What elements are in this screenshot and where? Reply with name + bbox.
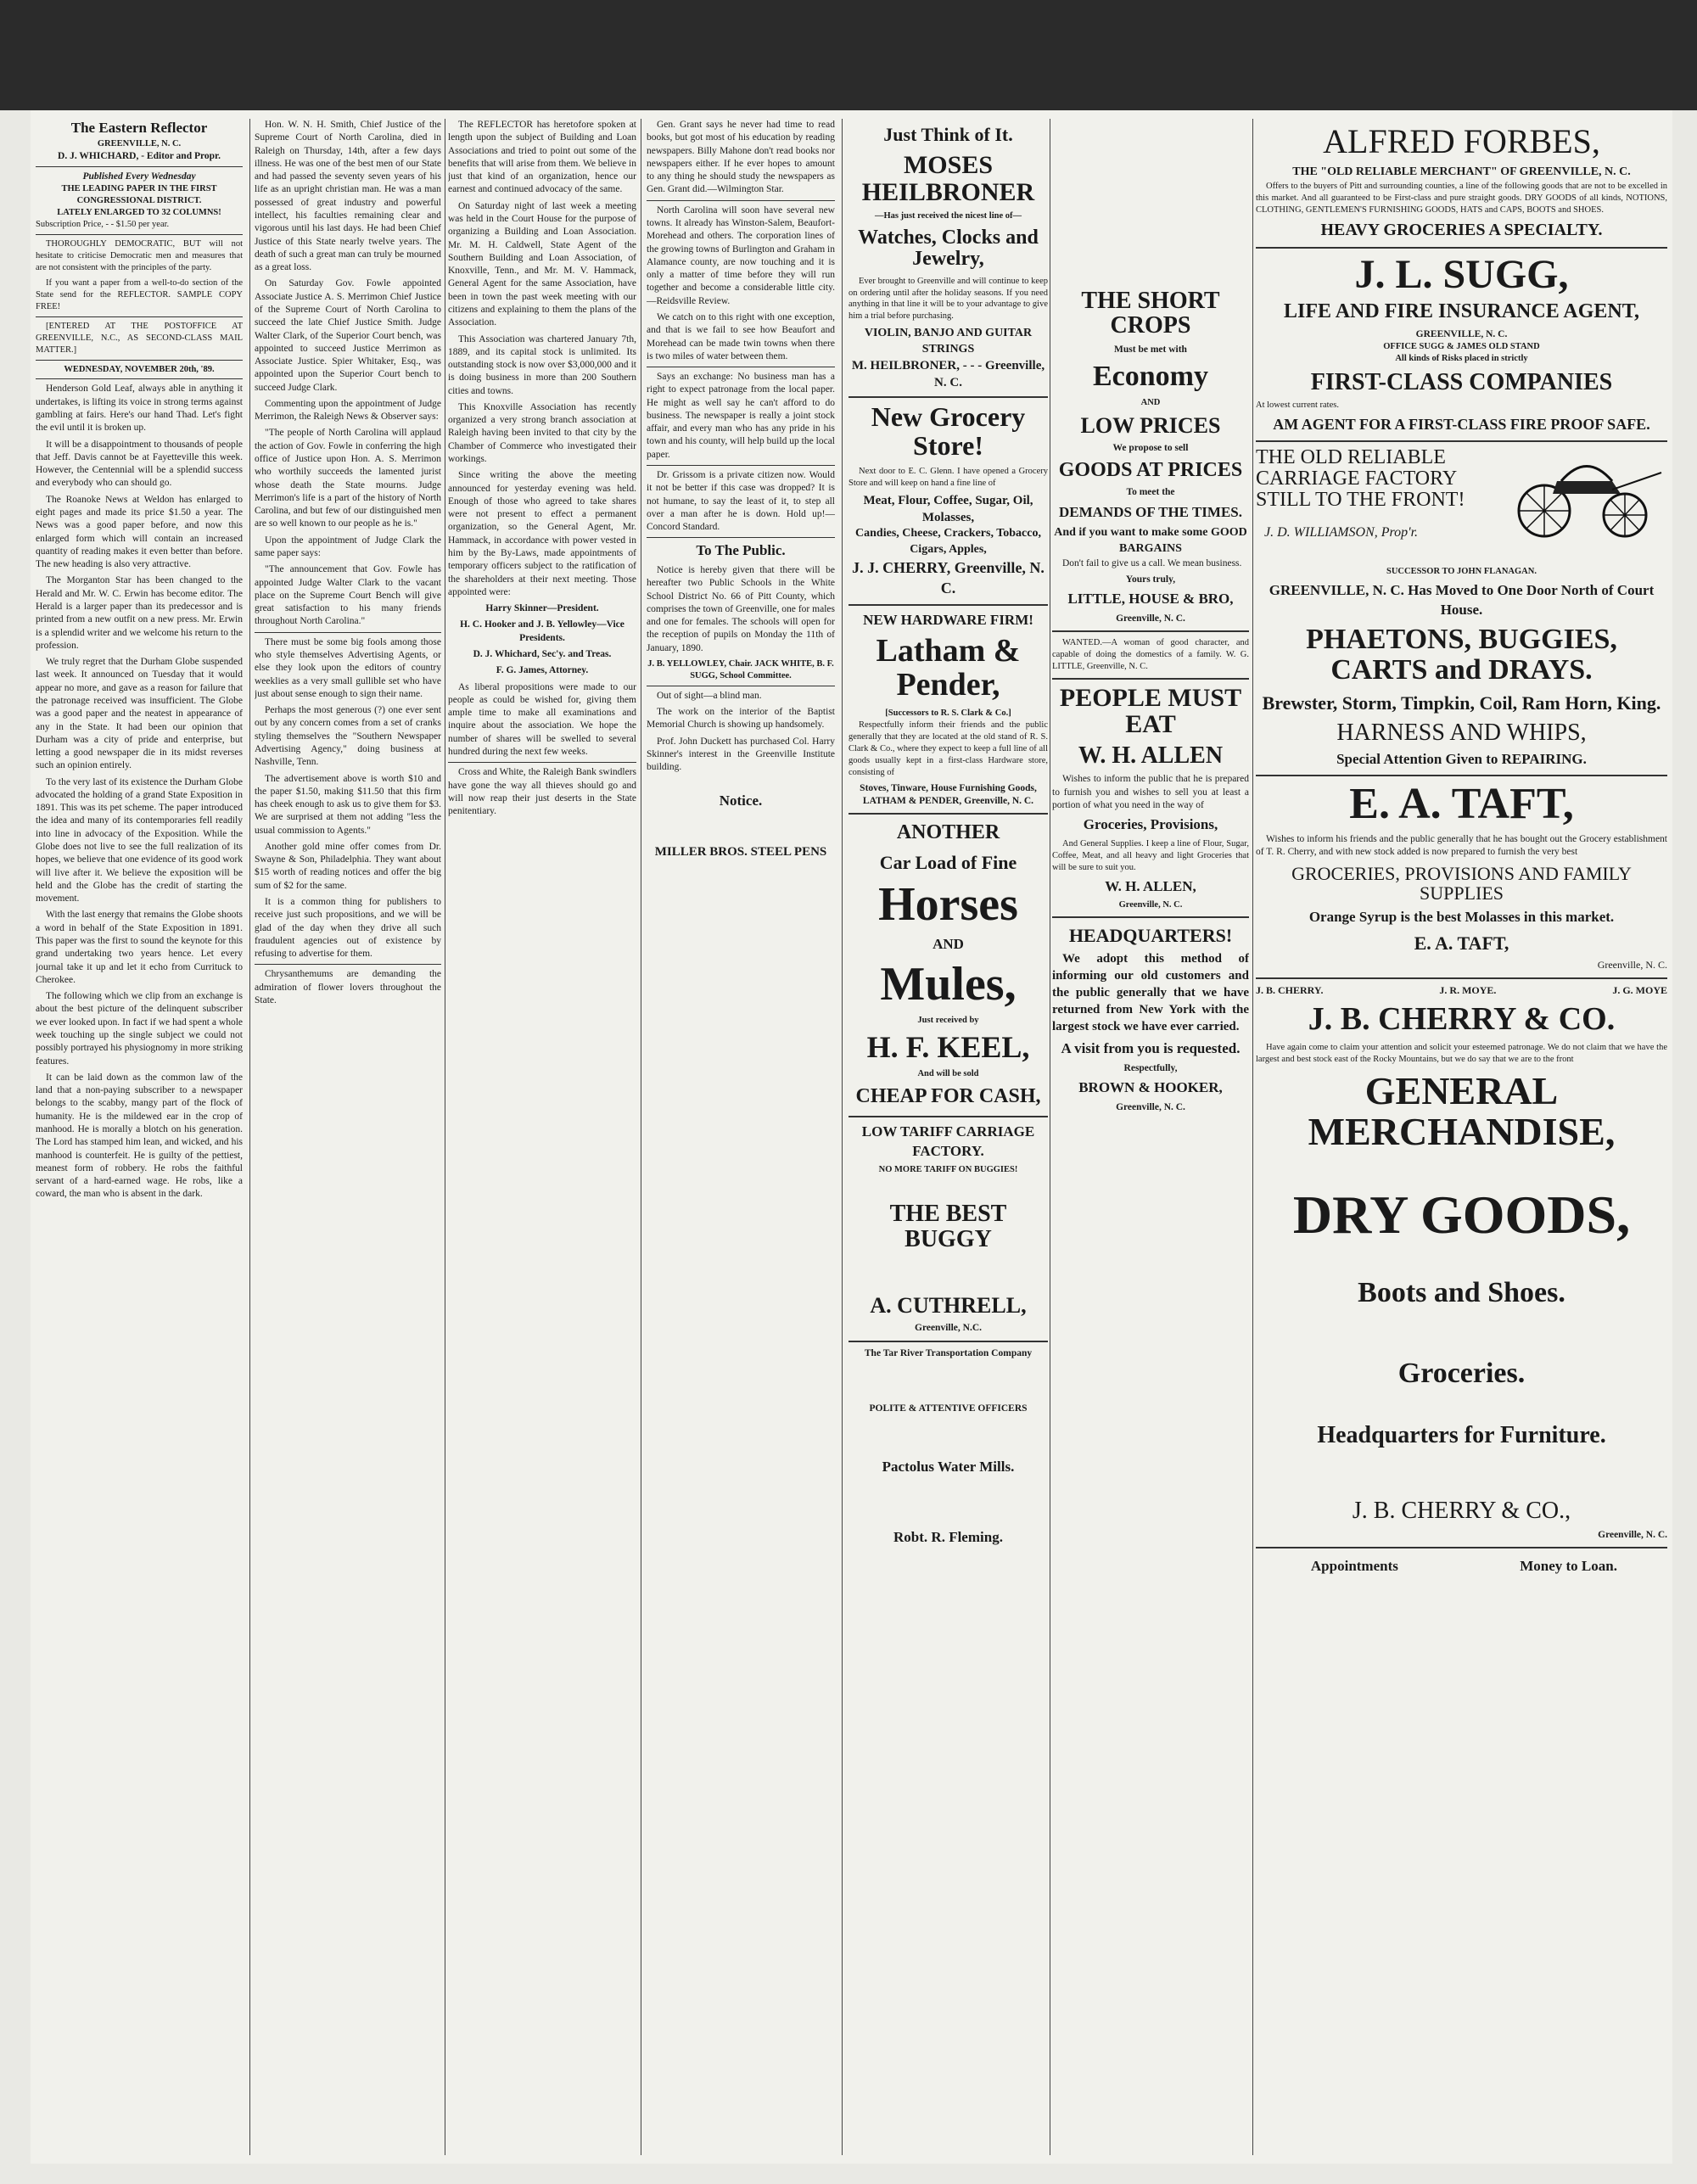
ad-people-must-eat: PEOPLE MUST EAT xyxy=(1059,683,1242,739)
ad-risks: All kinds of Risks placed in strictly xyxy=(1395,353,1528,363)
article-paragraph: With the last energy that remains the Globe shoots a word in behalf of the State Exposition in 1891. This paper was the first to sound the keynote for this grand undertaking two years hence. Let every journal take it up and let it echo from Currituck to Cherokee. xyxy=(36,910,243,985)
partner-name: J. B. CHERRY. xyxy=(1256,984,1324,997)
ad-first-class: FIRST-CLASS COMPANIES xyxy=(1310,368,1613,395)
article-paragraph: "The people of North Carolina will applaud the action of Gov. Fowle in conferring the high office of Justice upon Hon. A. S. Merrimon who worthily succeeds the lamented jurist whose death the State mourns. Judge Merrimon's life is a part of the history of North Carolina, and but few of our distinguished men are so well known to our people as he is." xyxy=(255,428,441,529)
article-paragraph: There must be some big fools among those who style themselves Advertising Agents, or else they look upon the editors of country weeklies as a very small gullible set who have just about sense enough to sign their name. xyxy=(255,636,441,699)
ad-respectfully: Respectfully, xyxy=(1123,1062,1178,1073)
ad-and: AND xyxy=(1140,397,1161,407)
ad-williamson: J. D. WILLIAMSON, Prop'r. xyxy=(1264,525,1419,540)
masthead-city: GREENVILLE, N. C. xyxy=(97,138,182,148)
notice-heading: To The Public. xyxy=(696,542,786,559)
ad-latham-sub: [Successors to R. S. Clark & Co.] xyxy=(885,708,1011,718)
ad-wanted: WANTED.—A woman of good character, and capable of doing the domestics of a family. W. G. LITTLE, Greenville, N. C. xyxy=(1052,638,1249,671)
ad-orange: Orange Syrup is the best Molasses in this market. xyxy=(1308,909,1615,926)
ad-forbes-sub: THE "OLD RELIABLE MERCHANT" OF GREENVILLE, N. C. xyxy=(1292,165,1631,178)
article-paragraph: Another gold mine offer comes from Dr. Swayne & Son, Philadelphia. They want about $15 worth of reading notices and offer the big sum of $2 for the same. xyxy=(255,841,441,891)
ad-best-buggy: THE BEST BUGGY xyxy=(889,1201,1007,1252)
ad-carriage-factory: THE OLD RELIABLE CARRIAGE FACTORY STILL TO THE FRONT! xyxy=(1256,446,1465,512)
ad-yours: Yours truly, xyxy=(1125,574,1176,585)
ad-taft-city: Greenville, N. C. xyxy=(1597,959,1667,972)
article-paragraph: On Saturday Gov. Fowle appointed Associate Justice A. S. Merrimon Chief Justice of the Supreme Court of North Carolina to succeed the late Chief Justice Smith. Judge Walter Clark, of the Superior Court bench, was appointed to succeed Justice Merrimon as Associate Justice. Spier Whitaker, Esq., was appointed upon the Superior Court bench to succeed Judge Clark. xyxy=(255,278,441,393)
ad-meet: To meet the xyxy=(1126,487,1175,498)
ad-taft-groceries: GROCERIES, PROVISIONS AND FAMILY SUPPLIES xyxy=(1291,863,1632,904)
ad-short-crops: THE SHORT CROPS xyxy=(1081,288,1220,339)
article-paragraph: Henderson Gold Leaf, always able in anything it undertakes, is lifting its voice in strong terms against gambling at fairs. Here's our hand Thad. Let's fight the evil until it is broken up. xyxy=(36,384,243,434)
ad-watches-text: Ever brought to Greenville and will continue to keep on ordering until after the holiday seasons. If you need anything in that line it will be to your advantage to give him a trial before purchasing. xyxy=(848,276,1048,322)
masthead-leading: THE LEADING PAPER IN THE FIRST CONGRESSIONAL DISTRICT. xyxy=(61,184,217,206)
ad-brown-hooker: BROWN & HOOKER, xyxy=(1078,1078,1223,1095)
ad-meat: Meat, Flour, Coffee, Sugar, Oil, Molasses, xyxy=(863,493,1033,524)
ad-grocery-store: New Grocery Store! xyxy=(871,401,1026,462)
ad-forbes: ALFRED FORBES, xyxy=(1323,122,1600,160)
article-paragraph: Commenting upon the appointment of Judge Merrimon, the Raleigh News & Observer says: xyxy=(255,398,441,423)
partner-name: J. G. MOYE xyxy=(1612,984,1667,997)
article-paragraph: Notice is hereby given that there will be hereafter two Public Schools in the White School District No. 66 of Pitt County, which comprises the town of Greenville, one for males and one for females. The schools will open for the reception of pupils on Monday the 11th of January, 1890. xyxy=(647,565,835,653)
ad-horses: Horses xyxy=(878,878,1018,932)
ad-groceries: Groceries. xyxy=(1397,1358,1526,1390)
ad-cheap: CHEAP FOR CASH, xyxy=(855,1085,1041,1108)
article-paragraph: Out of sight—a blind man. xyxy=(657,690,762,701)
ad-cherry-city: Greenville, N. C. xyxy=(1598,1529,1667,1540)
officer-line: F. G. James, Attorney. xyxy=(496,665,589,676)
ad-general-merchandise: GENERAL MERCHANDISE, xyxy=(1308,1068,1616,1154)
scan-top-edge xyxy=(0,0,1697,110)
ad-visit: A visit from you is requested. xyxy=(1061,1040,1241,1057)
column-rule xyxy=(842,119,843,2155)
ad-boots-shoes: Boots and Shoes. xyxy=(1358,1276,1565,1308)
ad-heavy-groceries: HEAVY GROCERIES A SPECIALTY. xyxy=(1320,221,1603,240)
article-paragraph: The Roanoke News at Weldon has enlarged to eight pages and made its price $1.50 a year. The News was a good paper before, and now this enlarged form which will contain an increased quantity of reading makes it even better than before. The new heading is also very attractive. xyxy=(36,494,243,570)
ad-taft-text: Wishes to inform his friends and the public generally that he has bought out the Grocery establishment of T. R. Cherry, and with new stock added is now prepared to furnish the very best xyxy=(1256,833,1667,857)
ad-carload: Car Load of Fine xyxy=(879,852,1017,874)
ad-tariff-sub: NO MORE TARIFF ON BUGGIES! xyxy=(878,1165,1018,1175)
ad-brown-city: Greenville, N. C. xyxy=(1116,1101,1185,1112)
partner-name: J. R. MOYE. xyxy=(1439,984,1497,997)
ad-allen-text: Wishes to inform the public that he is prepared to furnish you and wishes to sell you at least a portion of what you need in the way of xyxy=(1052,774,1249,810)
masthead-published: Published Every Wednesday xyxy=(82,171,196,182)
ad-moved: GREENVILLE, N. C. Has Moved to One Door North of Court House. xyxy=(1269,582,1655,618)
ad-low-prices: LOW PRICES xyxy=(1080,412,1221,438)
ad-cherry-text: Have again come to claim your attention and solicit your esteemed patronage. We do not claim that we have the largest and best stock east of the Rocky Mountains, but we do say that we are to the front xyxy=(1256,1042,1667,1064)
ad-and: AND xyxy=(933,936,964,953)
ad-keel-sub: And will be sold xyxy=(917,1069,979,1079)
notice-heading: Notice. xyxy=(719,792,763,809)
ad-keel: H. F. KEEL, xyxy=(866,1029,1030,1064)
ad-latham-pender: Latham & Pender, xyxy=(876,633,1021,703)
ad-money-to-loan: Money to Loan. xyxy=(1520,1558,1617,1575)
article-paragraph: To the very last of its existence the Durham Globe advocated the holding of a grand State Exposition in 1891. This was its pet scheme. The paper introduced the idea and many of its contemporaries fell readily into line in advocacy of the Exposition. While the Globe does not live to see the full realization of its hopes, we believe that one evidence of its good work will live after it. We believe the exposition will be held and the Globe has the credit of starting the movement. xyxy=(36,776,243,904)
column-2 xyxy=(255,119,441,2155)
ad-allen: W. H. ALLEN xyxy=(1078,742,1224,769)
ad-demands: DEMANDS OF THE TIMES. xyxy=(1058,503,1242,520)
column-3 xyxy=(448,119,636,2155)
ad-tariff: LOW TARIFF CARRIAGE FACTORY. xyxy=(861,1123,1035,1159)
ad-appointments: Appointments xyxy=(1310,1558,1398,1575)
ad-heilbroner: MOSES HEILBRONER xyxy=(861,151,1035,206)
article-paragraph: "The announcement that Gov. Fowle has appointed Judge Walter Clark to the vacant place on the Supreme Court Bench will give great satisfaction to his many friends throughout North Carolina." xyxy=(255,564,441,627)
ad-taft-signature: E. A. TAFT, xyxy=(1414,932,1509,954)
ad-received-by: Just received by xyxy=(917,1015,979,1025)
ad-tar-river: The Tar River Transportation Company xyxy=(864,1347,1033,1358)
article-paragraph: We catch on to this right with one exception, and that is we fail to see how Beaufort and Morehead can be made twin towns when there is two miles of water between them. xyxy=(647,311,835,361)
column-rule xyxy=(1252,119,1253,2155)
committee-signature: J. B. YELLOWLEY, Chair. JACK WHITE, B. F. SUGG, School Committee. xyxy=(647,659,834,680)
ad-grocery-text: Next door to E. C. Glenn. I have opened a Grocery Store and will keep on hand a fine line of xyxy=(848,466,1048,488)
column-5 xyxy=(848,119,1048,2155)
carriage-illustration xyxy=(1510,447,1663,540)
officer-line: Harry Skinner—President. xyxy=(485,603,599,614)
ad-allen-city: Greenville, N. C. xyxy=(1118,900,1183,910)
ad-little-house: LITTLE, HOUSE & BRO, xyxy=(1067,591,1234,608)
masthead-editor: D. J. WHICHARD, - Editor and Propr. xyxy=(58,150,221,161)
ad-brewster: Brewster, Storm, Timpkin, Coil, Ram Horn, King. xyxy=(1262,692,1661,714)
ad-heilbroner-signature: M. HEILBRONER, - - - Greenville, N. C. xyxy=(851,358,1045,389)
ad-latham-signature: LATHAM & PENDER, Greenville, N. C. xyxy=(862,795,1034,806)
ad-heilbroner-sub: —Has just received the nicest line of— xyxy=(874,211,1022,221)
ad-latham-text: Respectfully inform their friends and the public generally that they are located at the old stand of R. S. Clark & Co., where they expect to keep a full line of all goods usually kept in a first-class Hardware store, consisting of xyxy=(848,720,1048,777)
ad-method: We adopt this method of informing our old customers and the public generally that we have returned from New York with the largest stock we have ever carried. xyxy=(1052,952,1249,1034)
article-paragraph: Dr. Grissom is a private citizen now. Would it not be better if this case was dropped? It is not humane, to say the least of it, to step all over a man after he is down. Hold up!—Concord Standard. xyxy=(647,470,835,533)
article-paragraph: The Morganton Star has been changed to the Herald and Mr. W. C. Erwin has become editor. The Herald is a larger paper than its predecessor and is printed from a new outfit on a new press. Mr. Erwin is a splendid writer and we welcome his return to the profession. xyxy=(36,575,243,651)
ad-goods-at-prices: GOODS AT PRICES xyxy=(1058,459,1243,482)
ad-lowest: At lowest current rates. xyxy=(1256,400,1339,411)
ad-cherry-co: J. B. CHERRY & CO. xyxy=(1308,1001,1616,1038)
ad-polite: POLITE & ATTENTIVE OFFICERS xyxy=(869,1403,1028,1414)
ad-propose: We propose to sell xyxy=(1112,443,1189,453)
ad-call: Don't fail to give us a call. We mean business. xyxy=(1062,557,1242,568)
ad-safe: AM AGENT FOR A FIRST-CLASS FIRE PROOF SAFE. xyxy=(1273,416,1650,434)
ad-stoves: Stoves, Tinware, House Furnishing Goods, xyxy=(860,782,1037,793)
ad-partners xyxy=(1256,984,1667,998)
article-paragraph: Upon the appointment of Judge Clark the same paper says: xyxy=(255,535,441,558)
ad-pactolus: Pactolus Water Mills. xyxy=(882,1459,1015,1476)
article-paragraph: It can be laid down as the common law of the land that a non-paying subscriber to a newspaper belongs to the scabby, mangy part of the flock of humanity. He is the mildewed ear in the crop of manhood. He is morally a blotch on his generation. The Lord has stamped him lean, and wicked, and his manhood is counterfeit. He is guilty of the pettiest, meanest form of robbery. He robs the faithful servant of a hard-earned wage. He robs, like a coward, the man who is absent in the dark. xyxy=(36,1072,243,1200)
ad-sugg-city: GREENVILLE, N. C. xyxy=(1415,328,1508,339)
article-paragraph: Prof. John Duckett has purchased Col. Harry Skinner's interest in the Greenville Institute building. xyxy=(647,736,835,773)
ad-dry-goods: DRY GOODS, xyxy=(1292,1184,1631,1246)
ad-cherry-signature: J. B. CHERRY & CO., xyxy=(1352,1498,1571,1525)
masthead-entered: [ENTERED AT THE POSTOFFICE AT GREENVILLE, N.C., AS SECOND-CLASS MAIL MATTER.] xyxy=(36,321,243,355)
ad-harness: HARNESS AND WHIPS, xyxy=(1336,719,1587,746)
article-paragraph: Hon. W. N. H. Smith, Chief Justice of the Supreme Court of North Carolina, died in Raleigh on Thursday, 14th, after a few days illness. He was one of the best men of our State and had passed the seventy seven years of his life as an upright christian man. He was a man possessed of great industry and powerful intellect, his faculties remaining clear and vigorous until his last days. He had been Chief Justice of this State nearly twelve years. The death of such a great man can truly be mourned as a great loss. xyxy=(255,120,441,273)
ad-cuthrell-city: Greenville, N.C. xyxy=(915,1323,982,1334)
article-paragraph: The work on the interior of the Baptist Memorial Church is showing up handsomely. xyxy=(647,707,835,731)
ad-economy: Economy xyxy=(1093,361,1208,393)
ad-cuthrell: A. CUTHRELL, xyxy=(870,1293,1027,1319)
advert-pens: MILLER BROS. STEEL PENS xyxy=(654,845,827,860)
article-paragraph: Perhaps the most generous (?) one ever sent out by any concern comes from a set of cranks styling themselves the "Southern Newspaper Advertising Agency," doing business at Nashville, Tenn. xyxy=(255,705,441,768)
article-paragraph: We truly regret that the Durham Globe suspended last week. It announced on Tuesday that it would appear no more, and gave as a reason for failure that the patronage received was insufficient. The Globe was a good paper and the neatest in appearance of any in the State. It had been our opinion that Durham was a city of pride and enterprise, but letting a good newspaper die in its midst reverses such an opinion entirely. xyxy=(36,657,243,771)
article-paragraph: Cross and White, the Raleigh Bank swindlers have gone the way all thieves should go and will now reap their just deserts in the State penitentiary. xyxy=(448,767,636,817)
ad-sugg: J. L. SUGG, xyxy=(1354,252,1569,298)
column-7 xyxy=(1256,119,1667,2155)
ad-violins: VIOLIN, BANJO AND GUITAR STRINGS xyxy=(864,327,1033,356)
article-paragraph: North Carolina will soon have several new towns. It already has Winston-Salem, Beaufort-Morehead and others. The corporation lines of the growing towns of Burlington and Graham in Alamance county, are now touching and it is only a matter of time before they will run together and become a considerable little city.—Reidsville Review. xyxy=(647,204,835,306)
ad-pactolus-signature: Robt. R. Fleming. xyxy=(893,1528,1003,1545)
column-rule xyxy=(249,119,250,2155)
ad-just-think: Just Think of It. xyxy=(883,124,1013,145)
article-paragraph: The REFLECTOR has heretofore spoken at length upon the subject of Building and Loan Associations and tried to point out some of the benefits that will arise from them. We believe in just that kind of an organization, hence our earnest and continued advocacy of the same. xyxy=(448,120,636,195)
ad-cherry-signature: J. J. CHERRY, Greenville, N. C. xyxy=(852,558,1045,596)
article-paragraph: This Association was chartered January 7th, 1889, and its capital stock is unlimited. Its outstanding stock is now over $3,000,000 and it is doing business in more than 200 Southern cities and towns. xyxy=(448,333,636,396)
ad-allen-text-2: And General Supplies. I keep a line of Flour, Sugar, Coffee, Meat, and all heavy and light Groceries that will be sure to suit you. xyxy=(1052,838,1249,872)
article-paragraph: It is a common thing for publishers to receive just such propositions, and we will be glad of the day when they drive all such fraudulent agencies out of existence by refusing to advertise for them. xyxy=(255,897,441,960)
officer-line: H. C. Hooker and J. B. Yellowley—Vice Presidents. xyxy=(460,619,624,643)
column-4 xyxy=(647,119,835,2155)
ad-forbes-text: Offers to the buyers of Pitt and surrounding counties, a line of the following goods that are not to be excelled in this market. And all guaranteed to be First-class and pure straight goods. DRY GOODS of all kinds, NOTIONS, CLOTHING, GENTLEMEN'S FURNISHING GOODS, HATS and CAPS, BOOTS and SHOES. xyxy=(1256,181,1667,215)
ad-another: ANOTHER xyxy=(896,821,1000,844)
masthead-subscription: Subscription Price, - - $1.50 per year. xyxy=(36,219,170,229)
column-1 xyxy=(36,119,243,2155)
masthead-enlarged: LATELY ENLARGED TO 32 COLUMNS! xyxy=(57,208,221,218)
masthead-democratic: THOROUGHLY DEMOCRATIC, BUT will not hesitate to criticise Democratic men and measures that are not consistent with the principles of the party. xyxy=(36,238,243,272)
ad-mules: Mules, xyxy=(880,957,1017,1011)
ad-hardware-firm: NEW HARDWARE FIRM! xyxy=(863,611,1033,628)
article-paragraph: Chrysanthemums are demanding the admiration of flower lovers throughout the State. xyxy=(255,969,441,1005)
article-paragraph: On Saturday night of last week a meeting was held in the Court House for the purpose of organizing a Building and Loan Association. Mr. M. H. Caldwell, State Agent of the Southern Building and Loan Association, of Knoxville, Tenn., and Mr. M. V. Hammack, General Agent for the same Association, have been in town the past week meeting with our citizens and explaining to them the plans of the Association. xyxy=(448,200,636,328)
article-paragraph: Gen. Grant says he never had time to read books, but got most of his education by reading newspapers. Billy Mahone don't read books nor newspapers either. If he ever hopes to amount to any thing he should study the newspapers as Gen. Grant did.—Wilmington Star. xyxy=(647,120,835,195)
ad-allen-signature: W. H. ALLEN, xyxy=(1105,877,1196,894)
masthead-date: WEDNESDAY, NOVEMBER 20th, '89. xyxy=(64,364,215,374)
ad-allen-groceries: Groceries, Provisions, xyxy=(1083,816,1218,833)
ad-sugg-office: OFFICE SUGG & JAMES OLD STAND xyxy=(1383,341,1540,351)
ad-taft: E. A. TAFT, xyxy=(1349,779,1574,828)
ad-successor: SUCCESSOR TO JOHN FLANAGAN. xyxy=(1386,567,1537,577)
article-paragraph: The following which we clip from an exchange is about the best picture of the delinquent subscriber we ever looked upon. In fact if we had spent a whole week touching up the single subject we could not possibly portrayed his physiognomy in more striking features. xyxy=(36,991,243,1067)
article-paragraph: This Knoxville Association has recently organized a very strong branch association at Raleigh having been invited to that city by the Chamber of Commerce who investigated their workings. xyxy=(448,401,636,465)
article-paragraph: Since writing the above the meeting announced for yesterday evening was held. Enough of those who agreed to take shares were not present to effect a permanent organization, so the General Agent, Mr. Hammack, in accordance with power vested in him by the By-Laws, made appointments of temporary officers subject to the ratification of the shareholders at their next meeting. Those appointed were: xyxy=(448,470,636,597)
ad-furniture: Headquarters for Furniture. xyxy=(1317,1421,1606,1448)
officer-line: D. J. Whichard, Sec'y. and Treas. xyxy=(473,648,612,659)
ad-phaetons: PHAETONS, BUGGIES, CARTS and DRAYS. xyxy=(1306,624,1617,686)
ad-headquarters: HEADQUARTERS! xyxy=(1068,925,1233,947)
article-paragraph: As liberal propositions were made to our people as could be wished for, giving them ample time to make all examinations and inquire about the association. We hope the number of shares will be swelled to several hundred during the next few weeks. xyxy=(448,681,636,757)
ad-little-city: Greenville, N. C. xyxy=(1116,613,1185,624)
ad-sugg-sub: LIFE AND FIRE INSURANCE AGENT, xyxy=(1284,300,1639,323)
article-paragraph: The advertisement above is worth $10 and the paper $1.50, making $11.50 that this firm has cheek enough to ask us to give them for $3. We are surprised at them not adding "less the usual commission to Agents." xyxy=(255,773,441,836)
masthead-sample: If you want a paper from a well-to-do section of the State send for the REFLECTOR. SAMPLE COPY FREE! xyxy=(36,277,243,311)
ad-candies: Candies, Cheese, Crackers, Tobacco, Cigars, Apples, xyxy=(855,527,1041,557)
article-paragraph: Says an exchange: No business man has a right to expect patronage from the local paper. He might as well say he can't afford to do business. The newspaper is really a joint stock affair, and every man who has any pride in his town and his county, will help build up the local paper. xyxy=(647,372,835,460)
article-paragraph: It will be a disappointment to thousands of people that Jeff. Davis cannot be at Fayetteville this week. However, the Centennial will be a splendid success and everybody who can should go. xyxy=(36,439,243,489)
column-6 xyxy=(1052,119,1249,2155)
ad-bargains: And if you want to make some GOOD BARGAINS xyxy=(1054,526,1247,555)
ad-watches: Watches, Clocks and Jewelry, xyxy=(858,227,1039,271)
masthead-title: The Eastern Reflector xyxy=(70,120,208,136)
ad-repairing: Special Attention Given to REPAIRING. xyxy=(1336,751,1587,768)
ad-met: Must be met with xyxy=(1114,344,1187,355)
